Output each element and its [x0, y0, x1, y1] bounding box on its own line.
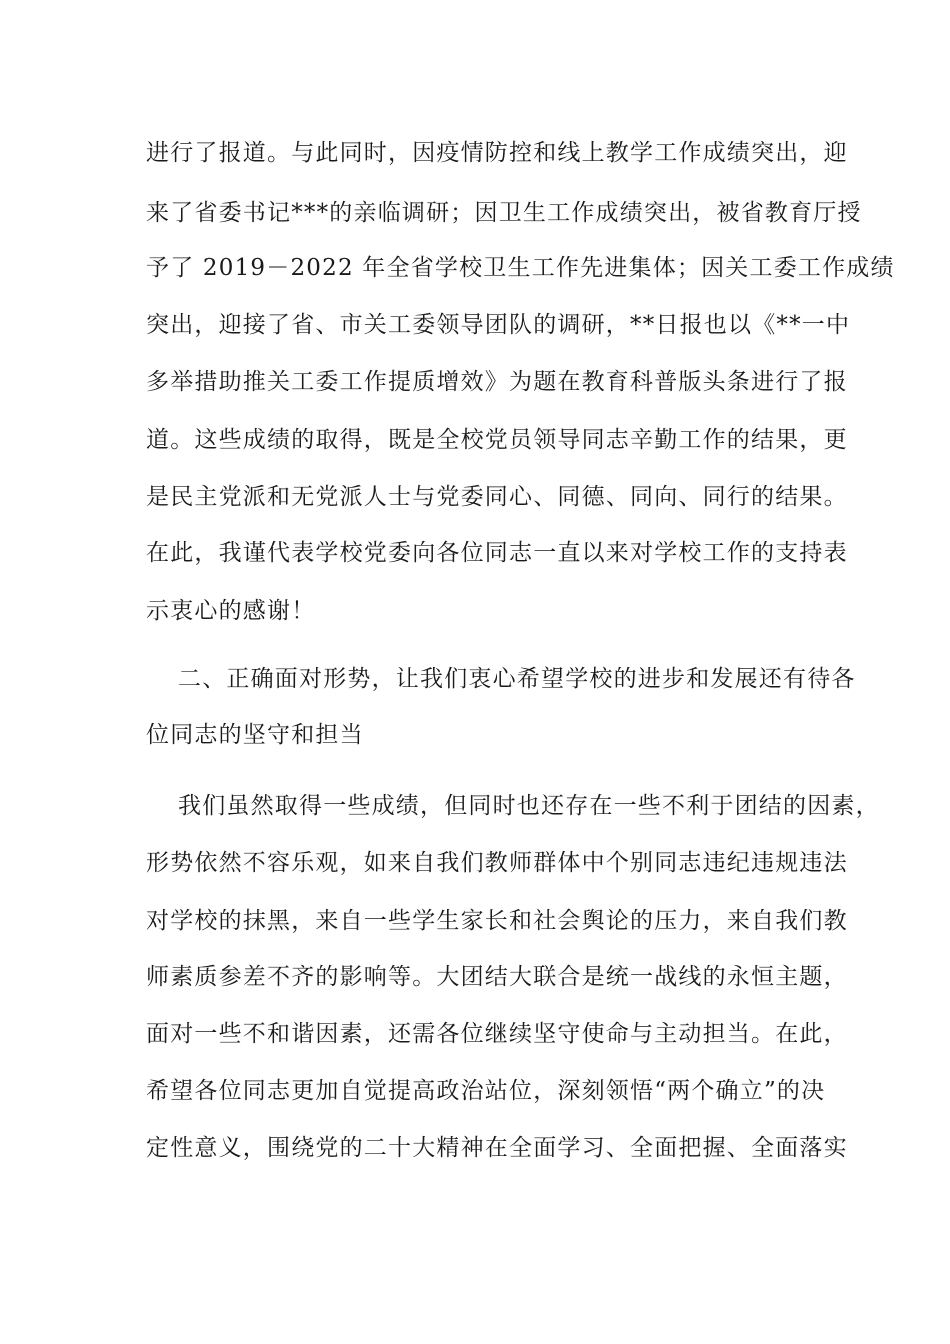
section-heading-line-1: 二、正确面对形势，让我们衷心希望学校的进步和发展还有待各 [178, 666, 856, 692]
paragraph-1-line-2: 来了省委书记***的亲临调研；因卫生工作成绩突出，被省教育厅授 [146, 200, 862, 226]
paragraph-1-line-8: 在此，我谨代表学校党委向各位同志一直以来对学校工作的支持表 [146, 540, 848, 566]
paragraph-1-line-5: 多举措助推关工委工作提质增效》为题在教育科普版头条进行了报 [146, 369, 848, 395]
section-heading-line-2: 位同志的坚守和担当 [146, 722, 364, 748]
paragraph-2-line-1: 我们虽然取得一些成绩，但同时也还存在一些不利于团结的因素， [178, 793, 880, 819]
paragraph-1-line-1: 进行了报道。与此同时，因疫情防控和线上教学工作成绩突出，迎 [146, 140, 848, 166]
paragraph-2-line-7: 定性意义，围绕党的二十大精神在全面学习、全面把握、全面落实 [146, 1135, 848, 1161]
paragraph-2-line-4: 师素质参差不齐的影响等。大团结大联合是统一战线的永恒主题， [146, 964, 848, 990]
paragraph-2-line-5: 面对一些不和谐因素，还需各位继续坚守使命与主动担当。在此， [146, 1021, 848, 1047]
paragraph-1-line-7: 是民主党派和无党派人士与党委同心、同德、同向、同行的结果。 [146, 484, 848, 510]
paragraph-2-line-3: 对学校的抹黑，来自一些学生家长和社会舆论的压力，来自我们教 [146, 908, 848, 934]
paragraph-1-line-9: 示衷心的感谢！ [146, 598, 316, 624]
paragraph-1-line-3: 予了 2019－2022 年全省学校卫生工作先进集体；因关工委工作成绩 [146, 255, 895, 281]
paragraph-2-line-6: 希望各位同志更加自觉提高政治站位，深刻领悟“两个确立”的决 [146, 1078, 826, 1104]
paragraph-2-line-2: 形势依然不容乐观，如来自我们教师群体中个别同志违纪违规违法 [146, 850, 848, 876]
paragraph-1-line-4: 突出，迎接了省、市关工委领导团队的调研，**日报也以《**一中 [146, 312, 851, 338]
paragraph-1-line-6: 道。这些成绩的取得，既是全校党员领导同志辛勤工作的结果，更 [146, 427, 848, 453]
